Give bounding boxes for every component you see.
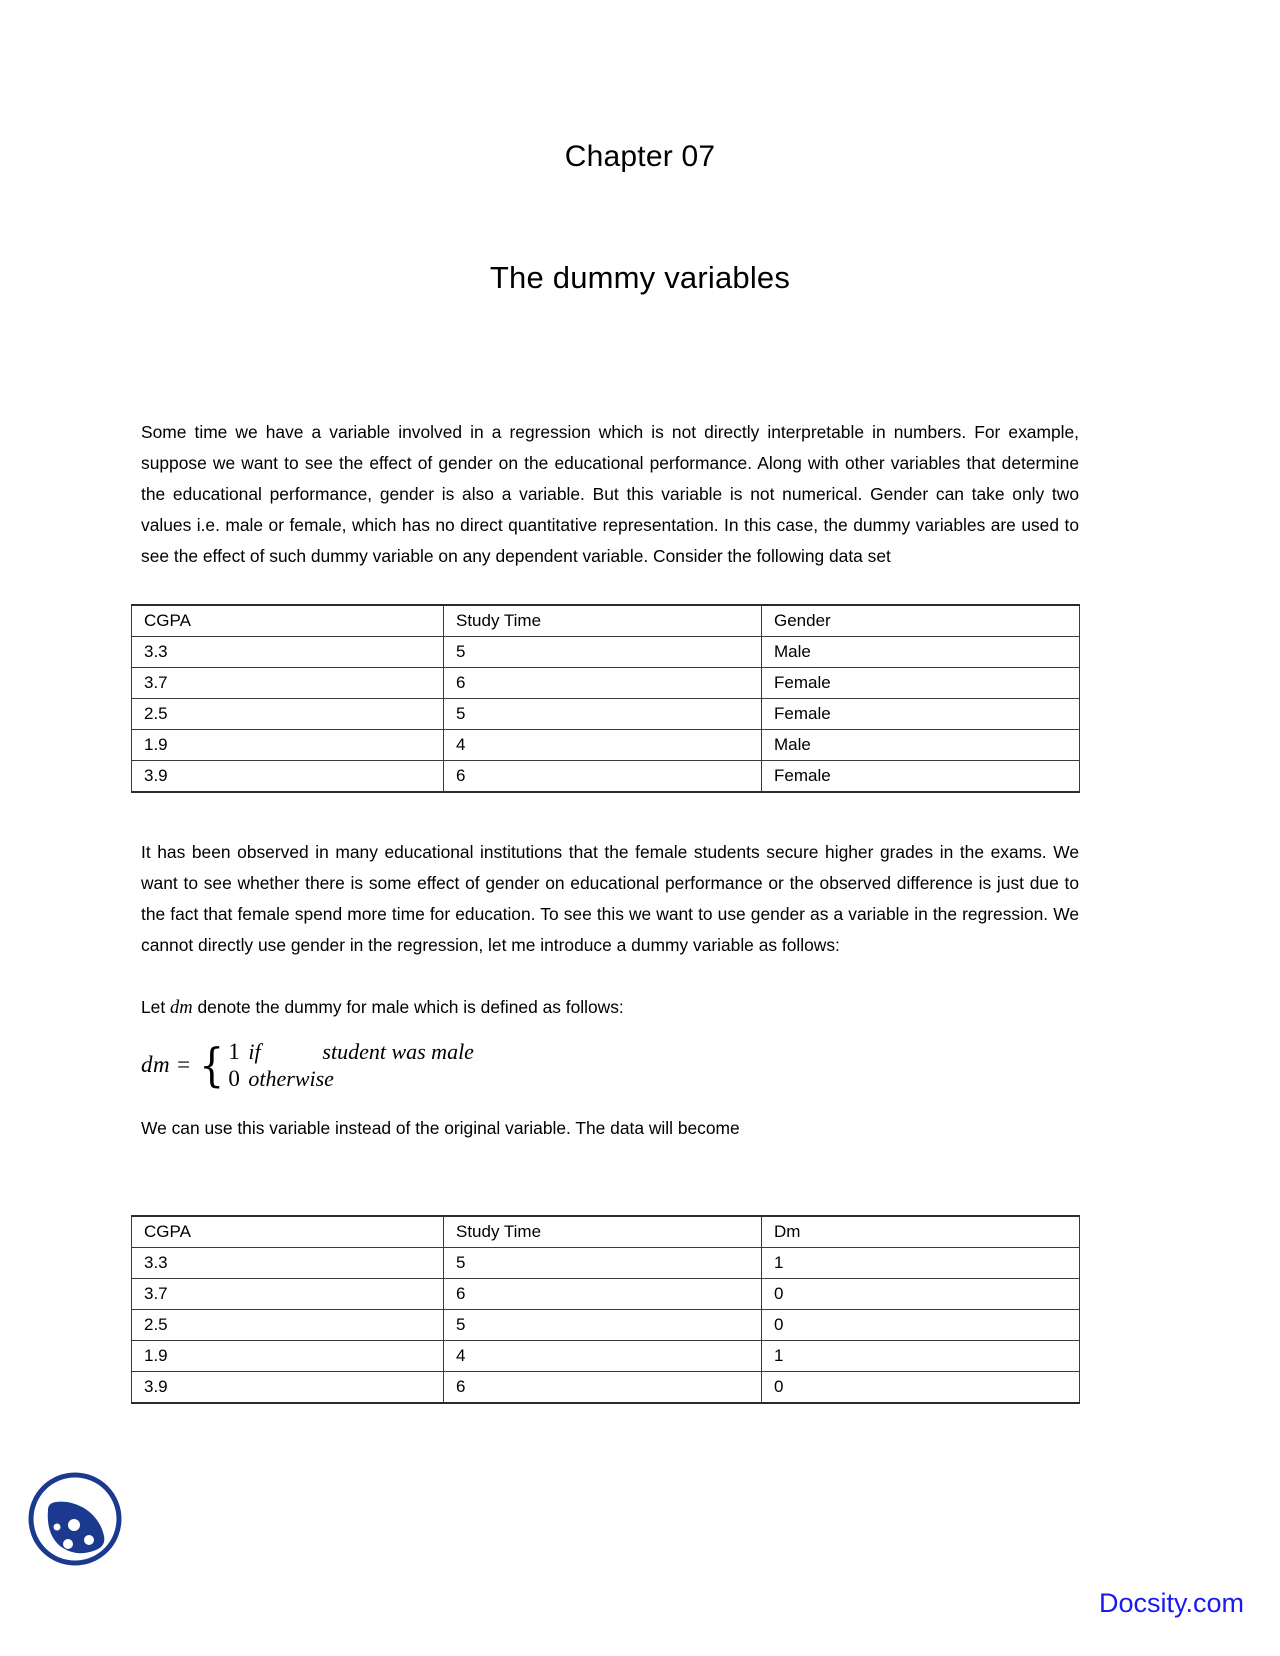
formula-case-row xyxy=(228,1065,474,1092)
cell-dm: 1 xyxy=(762,1341,1080,1372)
cell-study-time: 6 xyxy=(444,1372,762,1404)
cell-study-time: 5 xyxy=(444,637,762,668)
cell-cgpa: 1.9 xyxy=(132,730,444,761)
cell-gender: Female xyxy=(762,668,1080,699)
cell-gender: Female xyxy=(762,699,1080,730)
table-row xyxy=(132,1310,1080,1341)
cell-study-time: 5 xyxy=(444,1248,762,1279)
table-row xyxy=(132,730,1080,761)
dataset-table-original xyxy=(131,604,1080,793)
table-header-row xyxy=(132,1216,1080,1248)
case-condition: student was male xyxy=(322,1039,474,1064)
cell-cgpa: 3.7 xyxy=(132,1279,444,1310)
column-header-cgpa: CGPA xyxy=(132,1216,444,1248)
cell-dm: 0 xyxy=(762,1279,1080,1310)
inline-math-dm: dm xyxy=(170,998,193,1018)
formula-case-row xyxy=(228,1038,474,1065)
cell-study-time: 6 xyxy=(444,1279,762,1310)
chapter-title: Chapter 07 xyxy=(564,140,716,173)
table-row xyxy=(132,1279,1080,1310)
column-header-dm: Dm xyxy=(762,1216,1080,1248)
cell-cgpa: 2.5 xyxy=(132,1310,444,1341)
table-row xyxy=(132,1341,1080,1372)
cell-study-time: 5 xyxy=(444,699,762,730)
page-title: The dummy variables xyxy=(489,260,791,295)
cell-cgpa: 1.9 xyxy=(132,1341,444,1372)
dataset-table-dummy xyxy=(131,1215,1080,1404)
formula-cases xyxy=(228,1038,474,1092)
case-keyword: if xyxy=(248,1039,261,1064)
intro-paragraph: Some time we have a variable involved in a regression which is not directly interpretable in numbers. For example, suppose we want to see the effect of gender on the educational performance. Along with other variables that determine the educational performance, gender is also a variable. But this variable is not numerical. Gender can take only two values i.e. male or female, which has no direct quantitative representation. In this case, the dummy variables are used to see the effect of such dummy variable on any dependent variable. Consider the following data set xyxy=(141,422,1079,566)
formula-left-brace: { xyxy=(199,1038,225,1092)
cell-dm: 0 xyxy=(762,1372,1080,1404)
case-condition: otherwise xyxy=(248,1066,334,1091)
column-header-study-time: Study Time xyxy=(444,1216,762,1248)
let-prefix: Let xyxy=(141,997,171,1017)
we-can-use-line: We can use this variable instead of the original variable. The data will become xyxy=(141,1118,740,1138)
cell-study-time: 4 xyxy=(444,1341,762,1372)
case-value: 1 xyxy=(228,1039,240,1064)
docsity-logo-icon xyxy=(26,1470,124,1568)
table-header-row xyxy=(132,605,1080,637)
table-row xyxy=(132,761,1080,793)
cell-cgpa: 3.9 xyxy=(132,761,444,793)
dummy-variable-formula xyxy=(141,1038,474,1092)
cell-gender: Female xyxy=(762,761,1080,793)
cell-cgpa: 3.7 xyxy=(132,668,444,699)
table-row xyxy=(132,1372,1080,1404)
cell-cgpa: 3.3 xyxy=(132,637,444,668)
cell-gender: Male xyxy=(762,637,1080,668)
let-suffix: denote the dummy for male which is defined as follows: xyxy=(192,997,624,1017)
observation-paragraph: It has been observed in many educational institutions that the female students secure higher grades in the exams. We want to see whether there is some effect of gender on educational performance or the observed difference is just due to the fact that female spend more time for education. To see this we want to use gender as a variable in the regression. We cannot directly use gender in the regression, let me introduce a dummy variable as follows: xyxy=(141,842,1079,955)
table-row xyxy=(132,668,1080,699)
cell-cgpa: 3.9 xyxy=(132,1372,444,1404)
formula-equals-sign: = xyxy=(177,1052,191,1077)
cell-study-time: 6 xyxy=(444,668,762,699)
table-row xyxy=(132,699,1080,730)
column-header-cgpa: CGPA xyxy=(132,605,444,637)
cell-study-time: 6 xyxy=(444,761,762,793)
cell-dm: 0 xyxy=(762,1310,1080,1341)
cell-study-time: 5 xyxy=(444,1310,762,1341)
cell-dm: 1 xyxy=(762,1248,1080,1279)
cell-cgpa: 3.3 xyxy=(132,1248,444,1279)
column-header-gender: Gender xyxy=(762,605,1080,637)
table-row xyxy=(132,1248,1080,1279)
column-header-study-time: Study Time xyxy=(444,605,762,637)
cell-study-time: 4 xyxy=(444,730,762,761)
docsity-brand-text: Docsity.com xyxy=(1098,1588,1244,1618)
cell-gender: Male xyxy=(762,730,1080,761)
let-definition-line xyxy=(141,992,1079,1024)
formula-lhs: dm xyxy=(141,1052,171,1077)
case-value: 0 xyxy=(228,1066,240,1091)
cell-cgpa: 2.5 xyxy=(132,699,444,730)
table-row xyxy=(132,637,1080,668)
